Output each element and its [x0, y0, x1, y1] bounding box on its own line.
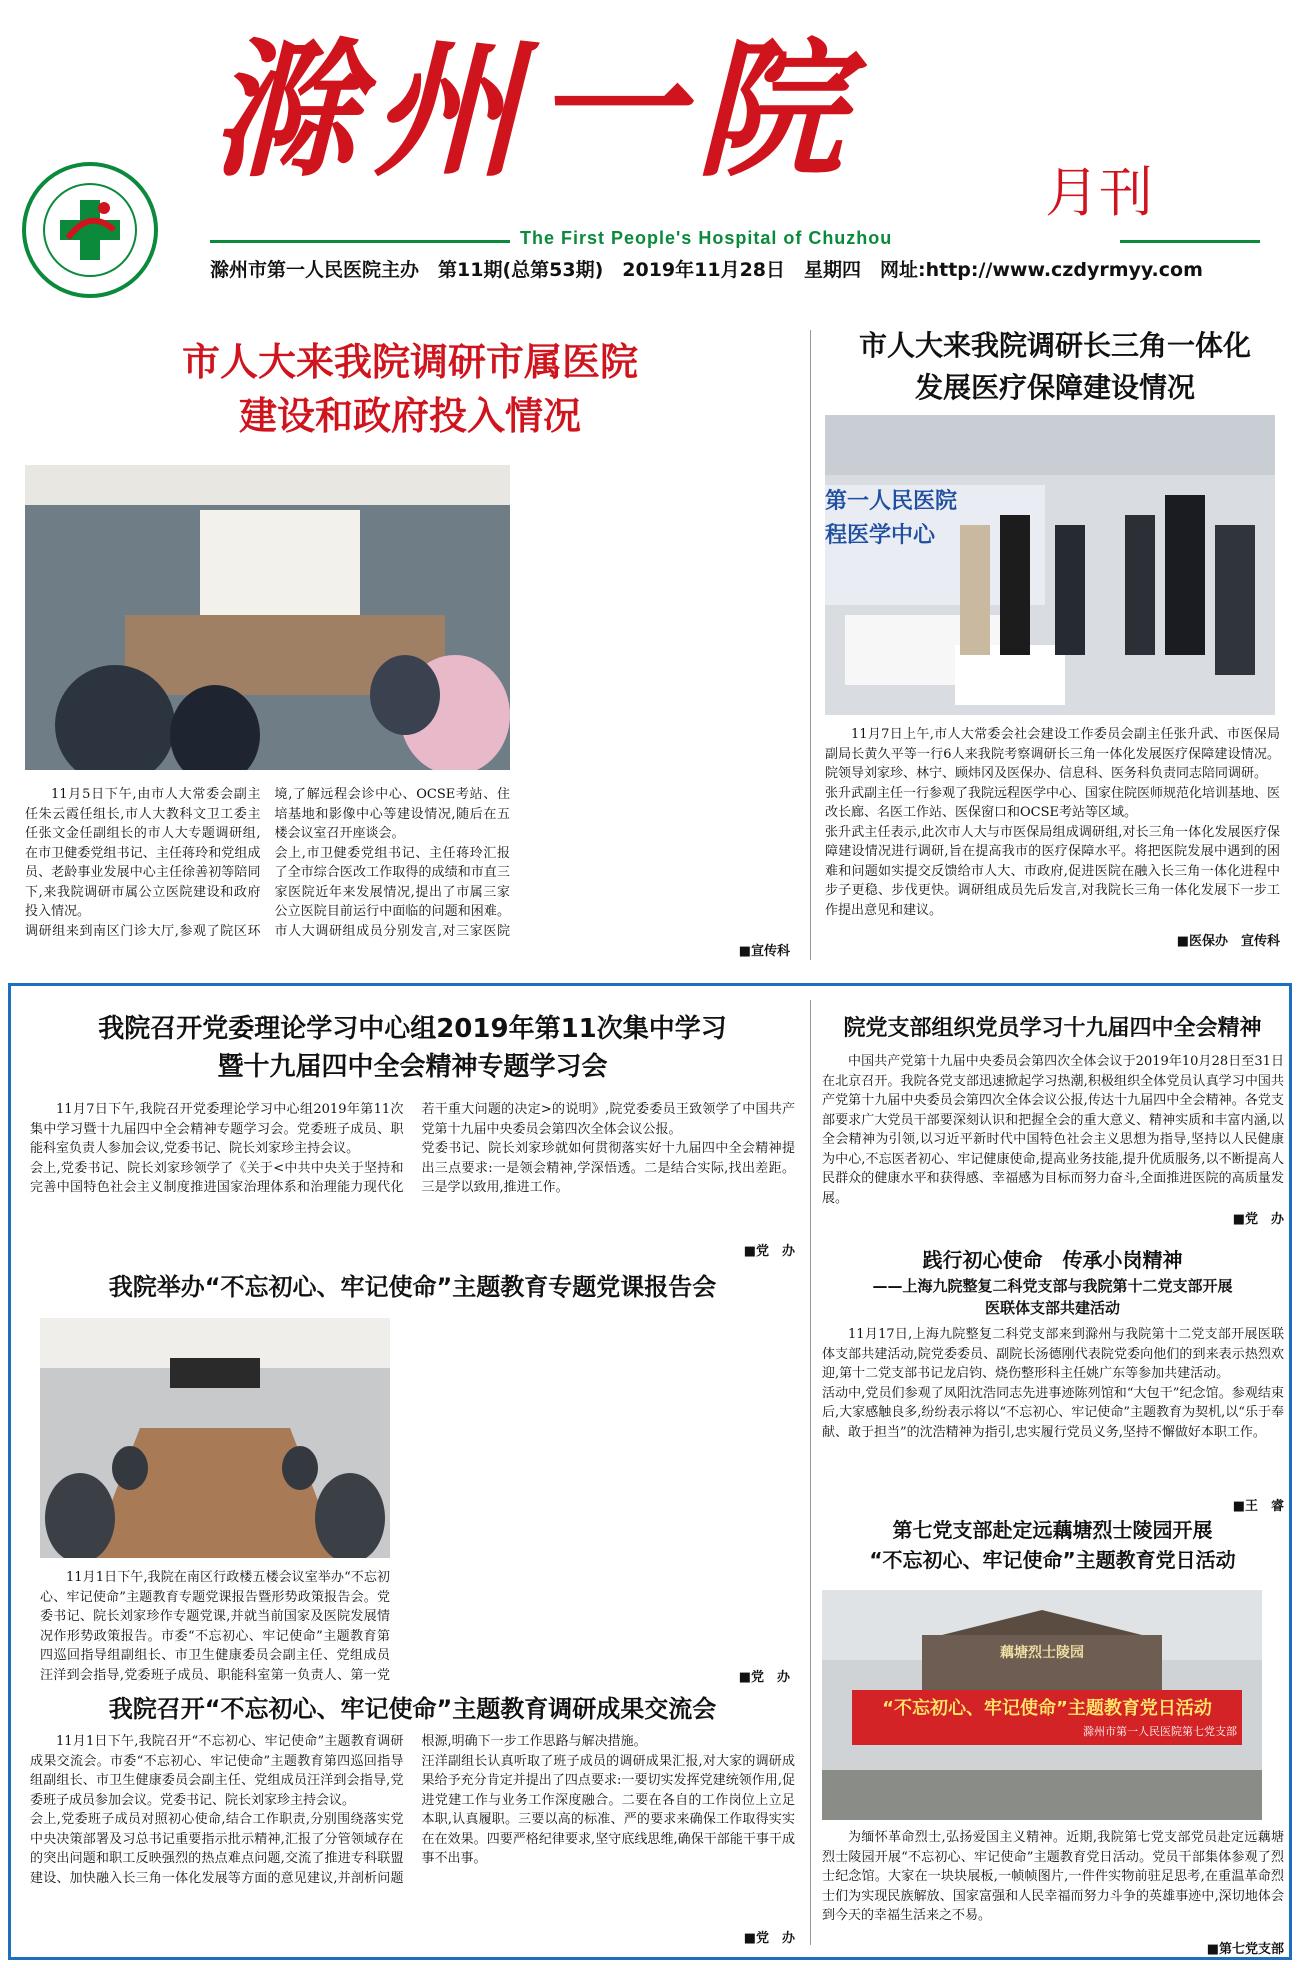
article-1-signature-wrap — [600, 940, 790, 959]
article-3-title-wrap — [25, 1010, 800, 1086]
article-1-body: 11月5日下午,由市人大常委会副主任朱云霞任组长,市人大教科文卫工委主任张文金任副组长的市人大专题调研组,在市卫健委党组书记、主任蒋玲和党组成员、老龄事业发展中心主任徐善初等陪同下,来我院调研市属公立医院建设和政府投入情况。 调研组来到南区门诊大厅,参观了院区环境,了解远程会诊中心、OCSE考站、住培基地和影像中心等建设情况,随后在五楼会议室召开座谈会。 会上,市卫健委党组书记、主任蒋玲汇报了全市综合医改工作取得的成绩和市直三家医院近年来发展情况,提出了市属三家公立医院目前运行中面临的问题和困难。市人大调研组成员分别发言,对三家医院 — [25, 787, 510, 939]
article-5-signature-wrap — [600, 1666, 790, 1685]
article-5-body-right — [405, 1318, 795, 1663]
masthead-title: 滁州一院 — [210, 23, 858, 197]
english-rule-left — [210, 240, 510, 243]
article-6-signature: ■王 睿 — [1232, 1499, 1284, 1514]
article-3-signature: ■党 办 — [743, 1244, 795, 1259]
article-6-body-wrap — [822, 1325, 1284, 1515]
article-8-title: 我院召开“不忘初心、牢记使命”主题教育调研成果交流会 — [108, 1695, 717, 1723]
hospital-logo — [20, 160, 160, 300]
article-5-title: 我院举办“不忘初心、牢记使命”主题教育专题党课报告会 — [108, 1273, 717, 1301]
article-7-title: 第七党支部赴定远藕塘烈士陵园开展 “不忘初心、牢记使命”主题教育党日活动 — [869, 1518, 1236, 1572]
article-8-body: 11月1日下午,我院召开“不忘初心、牢记使命”主题教育调研成果交流会。市委“不忘初心、牢记使命”主题教育第四巡回指导组副组长、市卫生健康委员会副主任、党组成员汪洋到会指导,党委班子成员参加会议。党委书记、院长刘家珍主持会议。 会上,党委班子成员对照初心使命,结合工作职责,分别围绕落实党中央决策部署及习总书记重要指示批示精神,汇报了分管领域存在的突出问题和职工反映强烈的热点难点问题,交流了推进专科联盟建设、加快融入长三角一体化发展等方面的意见建议,并剖析问题根源,明确下一步工作思路与解决措施。 汪洋副组长认真听取了班子成员的调研成果汇报,对大家的调研成果给予充分肯定并提出了四点要求:一要切实发挥党建统领作用,促进党建工作与业务工作深度融合。二要在各自的工作岗位上立足本职,认真履职。三要以高的标准、严的要求来确保工作取得实实在在效果。四要严格纪律要求,坚守底线思维,确保干部能干事干成事不出事。 — [30, 1734, 795, 1886]
article-4-title: 院党支部组织党员学习十九届四中全会精神 — [843, 1016, 1262, 1041]
article-8-title-wrap — [25, 1690, 800, 1728]
article-5-title-wrap — [25, 1268, 800, 1306]
article-7-photo — [822, 1590, 1262, 1820]
english-title: The First People's Hospital of Chuzhou — [520, 228, 893, 248]
article-8-body-wrap — [30, 1732, 795, 1946]
article-5-body-left — [40, 1568, 390, 1683]
article-1-photo — [25, 465, 510, 770]
article-2-title-wrap — [820, 325, 1290, 409]
article-1-title: 市人大来我院调研市属医院 建设和政府投入情况 — [181, 340, 638, 438]
article-3-title: 我院召开党委理论学习中心组2019年第11次集中学习 暨十九届四中全会精神专题学习会 — [98, 1014, 727, 1082]
article-4-signature: ■党 办 — [1232, 1212, 1284, 1227]
article-1-body-note — [535, 465, 790, 935]
article-5-body-note — [405, 1318, 795, 1663]
article-2-signature: ■医保办 宣传科 — [1176, 934, 1280, 949]
article-4-body: 中国共产党第十九届中央委员会第四次全体会议于2019年10月28日至31日在北京召开。我院各党支部迅速掀起学习热潮,积极组织全体党员认真学习中国共产党第十九届中央委员会第四次全体会议公报,传达十九届四中全会精神。各党支部要求广大党员干部要深刻认识和把握全会的重大意义、精神实质和丰富内涵,以全会精神为引领,以习近平新时代中国特色社会主义思想为指导,坚持以人民健康为中心,不忘医者初心、牢记健康使命,提高业务技能,提升优质服务,以不断提高人民群众的健康水平和获得感、幸福感为目标而努力奋斗,全面推进医院的高质量发展。 — [822, 1054, 1284, 1206]
column-divider-top — [810, 330, 811, 960]
article-1-signature: ■宣传科 — [738, 944, 790, 959]
article-2-body: 11月7日上午,市人大常委会社会建设工作委员会副主任张升武、市医保局副局长黄久平等一行6人来我院考察调研长三角一体化发展医疗保障建设情况。院领导刘家珍、林宁、顾炜冈及医保办、信息科、医务科负责同志陪同调研。 张升武副主任一行参观了我院远程医学中心、国家住院医师规范化培训基地、医改长廊、名医工作站、医保窗口和OCSE考站等区域。 张升武主任表示,此次市人大与市医保局组成调研组,对长三角一体化发展医疗保障建设情况进行调研,旨在提高我市的医疗保障水平。将把医院发展中遇到的困难和问题如实提交反馈给市人大、市政府,促进医院在融入长三角一体化进程中步子更稳、步伐更快。调研组成员先后发言,对我院长三角一体化发展下一步工作提出意见和建议。 — [825, 727, 1280, 918]
article-2-title: 市人大来我院调研长三角一体化 发展医疗保障建设情况 — [858, 329, 1251, 404]
article-1-body-left — [25, 785, 510, 955]
article-4-title-wrap — [820, 1010, 1285, 1048]
article-6-title-wrap — [820, 1245, 1285, 1319]
column-divider-bottom — [810, 1000, 811, 1945]
article-2-photo-sign: 第一人民医院 程医学中心 — [825, 489, 958, 548]
article-7-gate-text: 藕塘烈士陵园 — [1000, 1645, 1084, 1661]
article-7-banner: “不忘初心、牢记使命”主题教育党日活动 — [882, 1698, 1212, 1719]
article-3-body: 11月7日下午,我院召开党委理论学习中心组2019年第11次集中学习暨十九届四中全会精神专题学习会。党委班子成员、职能科室负责人参加会议,党委书记、院长刘家珍主持会议。 会上,党委书记、院长刘家珍领学了《关于<中共中央关于坚持和完善中国特色社会主义制度推进国家治理体系和治理能力现代化若干重大问题的决定>的说明》,院党委委员王致领学了中国共产党第十九届中央委员会第四次全体会议公报。 党委书记、院长刘家珍就如何贯彻落实好十九届四中全会精神提出三点要求:一是领会精神,学深悟透。二是结合实际,找出差距。三是学以致用,推进工作。 — [30, 1102, 795, 1195]
article-6-body: 11月17日,上海九院整复二科党支部来到滁州与我院第十二党支部开展医联体支部共建活动,院党委委员、副院长汤德刚代表院党委向他们的到来表示热烈欢迎,第十二党支部书记龙启钧、烧伤整形科主任姚广东等参加共建活动。 活动中,党员们参观了凤阳沈浩同志先进事迹陈列馆和“大包干”纪念馆。参观结束后,大家感触良多,纷纷表示将以“不忘初心、牢记使命”主题教育为契机,以“乐于奉献、敢于担当”的沈浩精神为指引,忠实履行党员义务,坚持不懈做好本职工作。 — [822, 1327, 1284, 1440]
article-1-title-wrap — [20, 335, 800, 443]
article-8-signature: ■党 办 — [743, 1931, 795, 1946]
article-7-signature: ■第七党支部 — [1206, 1942, 1284, 1957]
article-7-body-wrap — [822, 1828, 1284, 1958]
article-7-body: 为缅怀革命烈士,弘扬爱国主义精神。近期,我院第七党支部党员赴定远藕塘烈士陵园开展“不忘初心、牢记使命”主题教育党日活动。党员干部集体参观了烈士纪念馆。大家在一块块展板,一帧帧图片,一件件实物前驻足思考,在重温革命烈士们为实现民族解放、国家富强和人民幸福而努力斗争的英雄事迹中,深切地体会到今天的幸福生活来之不易。 — [822, 1830, 1284, 1923]
article-6-subtitle: ——上海九院整复二科党支部与我院第十二党支部开展 医联体支部共建活动 — [872, 1277, 1233, 1317]
article-2-body-wrap — [825, 725, 1280, 950]
article-5-photo — [40, 1318, 390, 1558]
article-5-body: 11月1日下午,我院在南区行政楼五楼会议室举办“不忘初心、牢记使命”主题教育专题党课报告暨形势政策报告会。党委书记、院长刘家珍作专题党课,并就当前国家及医院发展情况作形势政策报告。市委“不忘初心、牢记使命”主题教育第四巡回指导组副组长、市卫生健康委员会副主任、党组成员汪洋到会指导,党委班子成员、职能科室第一负责人、第一党 — [40, 1570, 390, 1683]
english-rule-right — [1120, 240, 1260, 243]
article-5-signature: ■党 办 — [738, 1670, 790, 1685]
masthead-monthly: 月刊 — [1045, 161, 1153, 224]
article-6-title: 践行初心使命 传承小岗精神 — [922, 1248, 1183, 1272]
article-7-banner-sub: 滁州市第一人民医院第七党支部 — [1083, 1725, 1237, 1738]
article-2-photo — [825, 415, 1275, 715]
article-3-body-wrap — [30, 1100, 795, 1260]
article-1-body-right — [535, 465, 790, 935]
article-4-body-wrap — [822, 1052, 1284, 1227]
article-7-title-wrap — [820, 1515, 1285, 1575]
issue-line: 滁州市第一人民医院主办 第11期(总第53期) 2019年11月28日 星期四 网址:http://www.czdyrmyy.com — [210, 259, 1203, 281]
